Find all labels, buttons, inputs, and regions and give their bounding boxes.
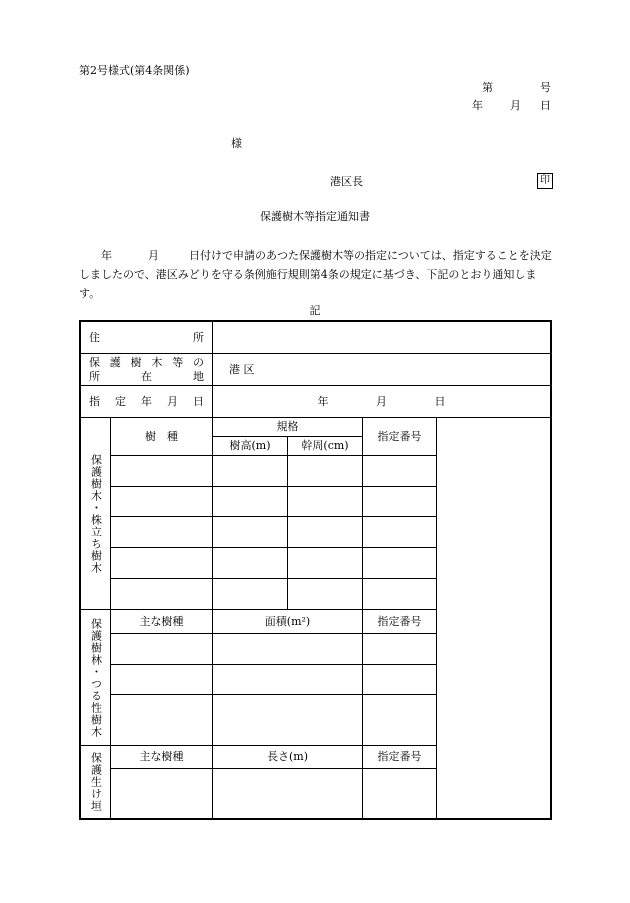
form-number: 第2号様式(第4条関係) — [79, 64, 190, 77]
notice-number-suffix: 号 — [540, 81, 551, 94]
body-text: 日付けで申請のあつた保護樹木等の指定については、指定することを決定しましたので、港区みどりを守る条例施行規則第4条の規定に基づき、下記のとおり通知します。 — [79, 249, 552, 300]
hedge-length-header: 長さ(m) — [266, 750, 308, 764]
trees-number-header: 指定番号 — [377, 429, 422, 443]
trees-girth-header: 幹周(cm) — [301, 439, 349, 453]
forest-area-header: 面積(m²) — [264, 614, 311, 628]
ki-heading: 記 — [309, 304, 321, 317]
trees-section-label: 保護樹木・株立ち樹木 — [89, 453, 103, 574]
issuer: 港区長 — [330, 175, 363, 188]
issue-date-year: 年 — [472, 99, 483, 112]
body-paragraph — [79, 246, 552, 303]
document-title: 保護樹木等指定通知書 — [260, 210, 370, 223]
body-date-month: 月 — [148, 249, 159, 262]
trees-spec-header: 規格 — [276, 420, 299, 434]
address-label: 住 所 — [89, 330, 204, 344]
designation-date-label: 指 定 年 月 日 — [89, 394, 204, 408]
forest-section-label: 保護樹林・つる性樹木 — [89, 617, 103, 738]
location-label: 保 護 樹 木 等 の 所 在 地 — [89, 355, 204, 383]
seal-stamp: 印 — [537, 173, 553, 189]
designation-date-value[interactable]: 年 月 日 — [317, 394, 446, 408]
hedge-species-header: 主な樹種 — [139, 750, 184, 764]
hedge-number-header: 指定番号 — [377, 750, 422, 764]
issue-date-month: 月 — [510, 99, 521, 112]
location-value[interactable]: 港 区 — [229, 362, 255, 376]
issue-date-day: 日 — [540, 99, 551, 112]
trees-height-header: 樹高(m) — [229, 439, 271, 453]
forest-species-header: 主な樹種 — [139, 614, 184, 628]
addressee-suffix: 様 — [231, 137, 242, 150]
address-value[interactable] — [213, 322, 550, 353]
notice-number-prefix: 第 — [482, 81, 493, 94]
forest-number-header: 指定番号 — [377, 614, 422, 628]
body-date-year: 年 — [101, 249, 112, 262]
trees-species-header: 樹 種 — [145, 429, 178, 443]
hedge-section-label: 保護生け垣 — [89, 752, 103, 812]
